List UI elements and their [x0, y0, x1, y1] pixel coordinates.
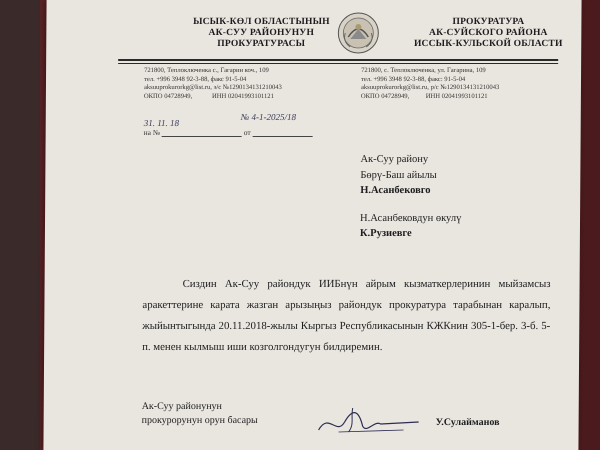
- header-right-line-3: ИССЫК-КУЛЬСКОЙ ОБЛАСТИ: [413, 39, 563, 49]
- header-left-line-1: ЫСЫК-КӨЛ ОБЛАСТЫНЫН: [193, 17, 330, 27]
- handwritten-signature-icon: [308, 402, 428, 442]
- address-left-line: aksuuprokurorkg@list.ru, э/с №1290134131210043: [143, 84, 282, 92]
- signatory-name: У.Сулайманов: [435, 417, 500, 428]
- address-right-line: 721800, с. Теплоключенка, ул. Гагарина, 109: [361, 67, 486, 74]
- address-left: [144, 67, 344, 101]
- letter-sheet: [43, 0, 581, 450]
- reference-no-blank: [162, 128, 242, 137]
- letter-body-paragraph: Сиздин Ак-Суу райондук ИИБнүн айрым кызматкерлеринин мыйзамсыз аракеттерине карата жазган арызыңыз райондук прокуратура тарабынан каралып, жыйынтыгында 20.11.2018-жылы Кыргыз Республикасынын КЖКнин 305-1-бер. 3-б. 5-п. менен кылмыш иши козголгондугун билдиремин.: [142, 278, 551, 353]
- addressee-name-primary: Н.Асанбековго: [360, 185, 431, 196]
- header-divider-thin: [118, 63, 558, 64]
- address-left-line: 721800, Теплоключенка с., Гагарин коч., 109: [144, 67, 269, 74]
- reference-no-label: на №: [143, 128, 161, 137]
- address-left-line: ОКПО 04728949, ИНН 02041993101121: [143, 92, 274, 100]
- address-right: [361, 67, 571, 101]
- background-right: [578, 0, 600, 450]
- handwritten-outgoing-number: № 4-1-2025/18: [240, 112, 297, 122]
- address-right-line: aksuuprokurorkg@list.ru, р/с №1290134131210043: [360, 84, 500, 92]
- reference-line: [144, 128, 344, 137]
- addressee-name-secondary: К.Рузиевге: [359, 228, 412, 239]
- header-right-line-2: АК-СУЙСКОГО РАЙОНА: [429, 28, 548, 38]
- header-left-line-2: АК-СУУ РАЙОНУНУН: [208, 28, 315, 38]
- address-right-line: ОКПО 04728949, ИНН 02041993101121: [360, 92, 488, 100]
- reference-from-label: от: [243, 128, 251, 137]
- reference-from-blank: [253, 128, 313, 137]
- signatory-position-line-1: Ак-Суу районунун: [141, 401, 222, 412]
- header-right-line-1: ПРОКУРАТУРА: [452, 17, 525, 27]
- address-left-line: тел. +996 3948 92-3-88, факс 91-5-04: [143, 75, 247, 83]
- background-left: [0, 0, 40, 450]
- address-right-line: тел. +996 3948 92-3-88, факс: 91-5-04: [360, 75, 466, 83]
- header-left: [181, 17, 341, 50]
- kyrgyz-state-emblem-icon: [336, 11, 380, 55]
- signatory-position-line-2: прокурорунун орун басары: [141, 415, 258, 426]
- letter-body: [142, 274, 551, 358]
- addressee-district: Ак-Суу району: [360, 154, 429, 165]
- header-right: [408, 17, 568, 50]
- handwritten-date: 31. 11. 18: [143, 118, 180, 128]
- addressee-representative-label: Н.Асанбековдун өкулү: [360, 212, 462, 224]
- addressee-block: [360, 152, 462, 242]
- addressee-village: Бөрү-Баш айылы: [360, 169, 437, 181]
- header-divider-thick: [118, 59, 558, 61]
- header-left-line-3: ПРОКУРАТУРАСЫ: [217, 39, 306, 49]
- signatory-position: [142, 400, 258, 428]
